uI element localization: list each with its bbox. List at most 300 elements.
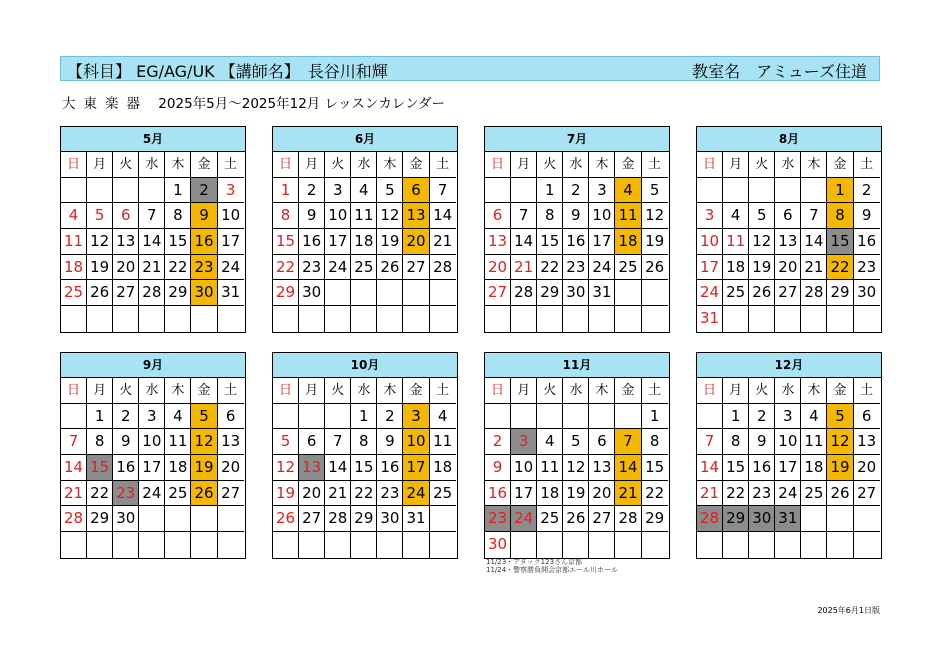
day-cell[interactable]: 13 [589, 455, 615, 481]
empty-cell [299, 306, 325, 332]
day-cell[interactable]: 12 [827, 429, 853, 455]
day-cell[interactable]: 27 [485, 280, 511, 306]
day-cell[interactable]: 8 [87, 429, 113, 455]
day-cell[interactable]: 27 [775, 280, 801, 306]
day-cell[interactable]: 1 [537, 178, 563, 204]
day-cell[interactable]: 27 [218, 481, 244, 507]
day-cell[interactable]: 19 [827, 455, 853, 481]
empty-cell [485, 178, 511, 204]
day-cell[interactable]: 21 [697, 481, 723, 507]
day-cell[interactable]: 8 [273, 203, 299, 229]
day-cell[interactable]: 22 [87, 481, 113, 507]
day-cell[interactable]: 27 [113, 280, 139, 306]
day-cell[interactable]: 29 [642, 506, 668, 532]
day-cell[interactable]: 22 [351, 481, 377, 507]
day-cell[interactable]: 17 [403, 455, 429, 481]
day-cell[interactable]: 2 [377, 404, 403, 430]
month-title: 8月 [697, 127, 881, 152]
day-cell[interactable]: 6 [299, 429, 325, 455]
day-cell[interactable]: 8 [827, 203, 853, 229]
day-cell[interactable]: 23 [377, 481, 403, 507]
day-cell[interactable]: 24 [589, 255, 615, 281]
day-cell[interactable]: 3 [218, 178, 244, 204]
day-cell[interactable]: 22 [642, 481, 668, 507]
day-cell[interactable]: 3 [589, 178, 615, 204]
day-cell[interactable]: 22 [827, 255, 853, 281]
day-cell[interactable]: 4 [351, 178, 377, 204]
day-cell[interactable]: 6 [854, 404, 880, 430]
day-cell[interactable]: 23 [749, 481, 775, 507]
empty-cell [485, 306, 511, 332]
day-cell[interactable]: 20 [113, 255, 139, 281]
day-cell[interactable]: 4 [165, 404, 191, 430]
day-cell[interactable]: 12 [377, 203, 403, 229]
header-bar [60, 56, 880, 81]
day-cell[interactable]: 1 [642, 404, 668, 430]
empty-cell [377, 532, 403, 558]
day-cell[interactable]: 6 [113, 203, 139, 229]
day-cell[interactable]: 27 [854, 481, 880, 507]
day-cell[interactable]: 11 [61, 229, 87, 255]
day-cell[interactable]: 15 [827, 229, 853, 255]
day-cell[interactable]: 29 [827, 280, 853, 306]
day-cell[interactable]: 13 [775, 229, 801, 255]
day-cell[interactable]: 11 [537, 455, 563, 481]
day-cell[interactable]: 30 [854, 280, 880, 306]
empty-cell [642, 532, 668, 558]
day-cell[interactable]: 8 [537, 203, 563, 229]
day-cell[interactable]: 2 [854, 178, 880, 204]
day-cell[interactable]: 12 [749, 229, 775, 255]
weekday-header: 木 [377, 378, 403, 404]
day-cell[interactable]: 5 [87, 203, 113, 229]
day-cell[interactable]: 26 [273, 506, 299, 532]
day-cell[interactable]: 19 [87, 255, 113, 281]
empty-cell [749, 532, 775, 558]
day-cell[interactable]: 23 [113, 481, 139, 507]
day-cell[interactable]: 4 [537, 429, 563, 455]
day-cell[interactable]: 31 [775, 506, 801, 532]
day-cell[interactable]: 21 [511, 255, 537, 281]
day-cell[interactable]: 26 [749, 280, 775, 306]
day-cell[interactable]: 24 [775, 481, 801, 507]
day-cell[interactable]: 15 [351, 455, 377, 481]
day-cell[interactable]: 2 [563, 178, 589, 204]
day-cell[interactable]: 7 [430, 178, 456, 204]
day-cell[interactable]: 13 [403, 203, 429, 229]
day-cell[interactable]: 15 [165, 229, 191, 255]
day-cell[interactable]: 24 [697, 280, 723, 306]
day-cell[interactable]: 21 [430, 229, 456, 255]
day-cell[interactable]: 20 [218, 455, 244, 481]
day-cell[interactable]: 26 [87, 280, 113, 306]
weekday-header: 土 [218, 152, 244, 178]
day-cell[interactable]: 5 [377, 178, 403, 204]
day-cell[interactable]: 15 [537, 229, 563, 255]
day-cell[interactable]: 18 [351, 229, 377, 255]
day-cell[interactable]: 29 [273, 280, 299, 306]
month-days-grid [485, 152, 669, 332]
day-cell[interactable]: 18 [61, 255, 87, 281]
empty-cell [723, 178, 749, 204]
month-title: 7月 [485, 127, 669, 152]
day-cell[interactable]: 25 [615, 255, 641, 281]
note-line: 11/24・警察勝負開会京都エール川ホール [486, 566, 618, 574]
day-cell[interactable]: 25 [430, 481, 456, 507]
day-cell[interactable]: 21 [325, 481, 351, 507]
day-cell[interactable]: 15 [723, 455, 749, 481]
weekday-header: 火 [325, 152, 351, 178]
header-classroom: 教室名 アミューズ住道 [692, 62, 867, 81]
empty-cell [325, 404, 351, 430]
weekday-header: 金 [827, 378, 853, 404]
day-cell[interactable]: 25 [61, 280, 87, 306]
day-cell[interactable]: 11 [615, 203, 641, 229]
weekday-header: 金 [403, 152, 429, 178]
day-cell[interactable]: 8 [642, 429, 668, 455]
day-cell[interactable]: 12 [273, 455, 299, 481]
day-cell[interactable]: 14 [801, 229, 827, 255]
day-cell[interactable]: 28 [697, 506, 723, 532]
day-cell[interactable]: 13 [299, 455, 325, 481]
day-cell[interactable]: 25 [801, 481, 827, 507]
day-cell[interactable]: 18 [615, 229, 641, 255]
day-cell[interactable]: 2 [113, 404, 139, 430]
day-cell[interactable]: 3 [511, 429, 537, 455]
day-cell[interactable]: 16 [191, 229, 217, 255]
day-cell[interactable]: 6 [403, 178, 429, 204]
weekday-header: 日 [697, 152, 723, 178]
day-cell[interactable]: 20 [775, 255, 801, 281]
day-cell[interactable]: 30 [749, 506, 775, 532]
day-cell[interactable]: 15 [87, 455, 113, 481]
empty-cell [563, 532, 589, 558]
day-cell[interactable]: 7 [615, 429, 641, 455]
day-cell[interactable]: 9 [377, 429, 403, 455]
day-cell[interactable]: 7 [801, 203, 827, 229]
day-cell[interactable]: 21 [801, 255, 827, 281]
empty-cell [589, 532, 615, 558]
day-cell[interactable]: 13 [485, 229, 511, 255]
day-cell[interactable]: 29 [165, 280, 191, 306]
empty-cell [191, 506, 217, 532]
day-cell[interactable]: 29 [723, 506, 749, 532]
day-cell[interactable]: 31 [697, 306, 723, 332]
day-cell[interactable]: 18 [723, 255, 749, 281]
day-cell[interactable]: 16 [854, 229, 880, 255]
empty-cell [299, 404, 325, 430]
day-cell[interactable]: 4 [615, 178, 641, 204]
empty-cell [642, 306, 668, 332]
day-cell[interactable]: 16 [485, 481, 511, 507]
day-cell[interactable]: 14 [511, 229, 537, 255]
day-cell[interactable]: 25 [723, 280, 749, 306]
day-cell[interactable]: 16 [113, 455, 139, 481]
day-cell[interactable]: 8 [351, 429, 377, 455]
day-cell[interactable]: 10 [775, 429, 801, 455]
day-cell[interactable]: 24 [325, 255, 351, 281]
day-cell[interactable]: 4 [61, 203, 87, 229]
day-cell[interactable]: 28 [615, 506, 641, 532]
empty-cell [191, 306, 217, 332]
day-cell[interactable]: 10 [403, 429, 429, 455]
day-cell[interactable]: 9 [749, 429, 775, 455]
day-cell[interactable]: 2 [749, 404, 775, 430]
day-cell[interactable]: 5 [642, 178, 668, 204]
empty-cell [191, 532, 217, 558]
day-cell[interactable]: 9 [854, 203, 880, 229]
day-cell[interactable]: 19 [377, 229, 403, 255]
day-cell[interactable]: 5 [191, 404, 217, 430]
empty-cell [165, 506, 191, 532]
day-cell[interactable]: 12 [191, 429, 217, 455]
day-cell[interactable]: 29 [351, 506, 377, 532]
weekday-header: 日 [61, 152, 87, 178]
day-cell[interactable]: 25 [351, 255, 377, 281]
day-cell[interactable]: 10 [218, 203, 244, 229]
month-days-grid [273, 152, 457, 332]
day-cell[interactable]: 10 [589, 203, 615, 229]
empty-cell [139, 506, 165, 532]
day-cell[interactable]: 11 [723, 229, 749, 255]
day-cell[interactable]: 5 [827, 404, 853, 430]
day-cell[interactable]: 28 [61, 506, 87, 532]
month-calendar [272, 352, 458, 559]
day-cell[interactable]: 11 [351, 203, 377, 229]
day-cell[interactable]: 28 [511, 280, 537, 306]
day-cell[interactable]: 19 [191, 455, 217, 481]
day-cell[interactable]: 6 [775, 203, 801, 229]
day-cell[interactable]: 1 [165, 178, 191, 204]
day-cell[interactable]: 1 [273, 178, 299, 204]
day-cell[interactable]: 25 [165, 481, 191, 507]
weekday-header: 土 [430, 152, 456, 178]
day-cell[interactable]: 20 [299, 481, 325, 507]
day-cell[interactable]: 28 [801, 280, 827, 306]
day-cell[interactable]: 20 [403, 229, 429, 255]
day-cell[interactable]: 5 [749, 203, 775, 229]
day-cell[interactable]: 24 [511, 506, 537, 532]
day-cell[interactable]: 6 [589, 429, 615, 455]
empty-cell [511, 306, 537, 332]
day-cell[interactable]: 2 [191, 178, 217, 204]
day-cell[interactable]: 16 [749, 455, 775, 481]
day-cell[interactable]: 3 [697, 203, 723, 229]
day-cell[interactable]: 17 [139, 455, 165, 481]
empty-cell [218, 532, 244, 558]
day-cell[interactable]: 30 [299, 280, 325, 306]
day-cell[interactable]: 7 [139, 203, 165, 229]
weekday-header: 月 [511, 378, 537, 404]
day-cell[interactable]: 17 [775, 455, 801, 481]
day-cell[interactable]: 30 [377, 506, 403, 532]
day-cell[interactable]: 28 [325, 506, 351, 532]
empty-cell [325, 306, 351, 332]
day-cell[interactable]: 23 [854, 255, 880, 281]
day-cell[interactable]: 19 [642, 229, 668, 255]
day-cell[interactable]: 11 [430, 429, 456, 455]
day-cell[interactable]: 18 [165, 455, 191, 481]
day-cell[interactable]: 12 [642, 203, 668, 229]
day-cell[interactable]: 14 [697, 455, 723, 481]
day-cell[interactable]: 1 [723, 404, 749, 430]
day-cell[interactable]: 16 [377, 455, 403, 481]
day-cell[interactable]: 24 [403, 481, 429, 507]
day-cell[interactable]: 27 [403, 255, 429, 281]
day-cell[interactable]: 17 [511, 481, 537, 507]
day-cell[interactable]: 29 [87, 506, 113, 532]
weekday-header: 金 [191, 378, 217, 404]
day-cell[interactable]: 17 [218, 229, 244, 255]
day-cell[interactable]: 1 [87, 404, 113, 430]
day-cell[interactable]: 13 [113, 229, 139, 255]
day-cell[interactable]: 14 [139, 229, 165, 255]
day-cell[interactable]: 23 [563, 255, 589, 281]
day-cell[interactable]: 30 [563, 280, 589, 306]
month-calendar [60, 126, 246, 333]
day-cell[interactable]: 21 [139, 255, 165, 281]
empty-cell [511, 404, 537, 430]
day-cell[interactable]: 8 [165, 203, 191, 229]
day-cell[interactable]: 22 [537, 255, 563, 281]
day-cell[interactable]: 29 [537, 280, 563, 306]
day-cell[interactable]: 19 [273, 481, 299, 507]
day-cell[interactable]: 5 [563, 429, 589, 455]
weekday-header: 火 [113, 378, 139, 404]
day-cell[interactable]: 4 [801, 404, 827, 430]
day-cell[interactable]: 7 [325, 429, 351, 455]
weekday-header: 月 [87, 152, 113, 178]
day-cell[interactable]: 1 [827, 178, 853, 204]
day-cell[interactable]: 19 [749, 255, 775, 281]
day-cell[interactable]: 22 [723, 481, 749, 507]
day-cell[interactable]: 30 [191, 280, 217, 306]
day-cell[interactable]: 2 [485, 429, 511, 455]
day-cell[interactable]: 10 [511, 455, 537, 481]
day-cell[interactable]: 12 [87, 229, 113, 255]
day-cell[interactable]: 22 [273, 255, 299, 281]
day-cell[interactable]: 14 [61, 455, 87, 481]
day-cell[interactable]: 9 [563, 203, 589, 229]
day-cell[interactable]: 15 [273, 229, 299, 255]
day-cell[interactable]: 14 [430, 203, 456, 229]
day-cell[interactable]: 27 [299, 506, 325, 532]
day-cell[interactable]: 20 [485, 255, 511, 281]
day-cell[interactable]: 25 [537, 506, 563, 532]
weekday-header: 月 [87, 378, 113, 404]
day-cell[interactable]: 10 [697, 229, 723, 255]
day-cell[interactable]: 7 [511, 203, 537, 229]
day-cell[interactable]: 18 [537, 481, 563, 507]
day-cell[interactable]: 28 [139, 280, 165, 306]
day-cell[interactable]: 21 [61, 481, 87, 507]
day-cell[interactable]: 18 [430, 455, 456, 481]
month-title: 9月 [61, 353, 245, 378]
day-cell[interactable]: 1 [351, 404, 377, 430]
day-cell[interactable]: 17 [325, 229, 351, 255]
day-cell[interactable]: 4 [723, 203, 749, 229]
day-cell[interactable]: 15 [642, 455, 668, 481]
day-cell[interactable]: 14 [325, 455, 351, 481]
day-cell[interactable]: 7 [697, 429, 723, 455]
day-cell[interactable]: 20 [589, 481, 615, 507]
subtitle [62, 92, 445, 112]
empty-cell [87, 178, 113, 204]
day-cell[interactable]: 4 [430, 404, 456, 430]
day-cell[interactable]: 26 [642, 255, 668, 281]
day-cell[interactable]: 7 [61, 429, 87, 455]
day-cell[interactable]: 22 [165, 255, 191, 281]
day-cell[interactable]: 9 [299, 203, 325, 229]
day-cell[interactable]: 23 [485, 506, 511, 532]
day-cell[interactable]: 17 [589, 229, 615, 255]
day-cell[interactable]: 16 [299, 229, 325, 255]
empty-cell [61, 404, 87, 430]
day-cell[interactable]: 30 [113, 506, 139, 532]
day-cell[interactable]: 24 [139, 481, 165, 507]
day-cell[interactable]: 28 [430, 255, 456, 281]
day-cell[interactable]: 11 [165, 429, 191, 455]
day-cell[interactable]: 17 [697, 255, 723, 281]
month-days-grid [485, 378, 669, 558]
day-cell[interactable]: 18 [801, 455, 827, 481]
day-cell[interactable]: 9 [485, 455, 511, 481]
day-cell[interactable]: 14 [615, 455, 641, 481]
day-cell[interactable]: 21 [615, 481, 641, 507]
empty-cell [403, 280, 429, 306]
day-cell[interactable]: 10 [325, 203, 351, 229]
day-cell[interactable]: 26 [191, 481, 217, 507]
day-cell[interactable]: 11 [801, 429, 827, 455]
day-cell[interactable]: 6 [218, 404, 244, 430]
day-cell[interactable]: 19 [563, 481, 589, 507]
day-cell[interactable]: 10 [139, 429, 165, 455]
day-cell[interactable]: 23 [299, 255, 325, 281]
day-cell[interactable]: 3 [139, 404, 165, 430]
day-cell[interactable]: 3 [325, 178, 351, 204]
day-cell[interactable]: 13 [218, 429, 244, 455]
empty-cell [749, 178, 775, 204]
day-cell[interactable]: 24 [218, 255, 244, 281]
day-cell[interactable]: 16 [563, 229, 589, 255]
empty-cell [775, 178, 801, 204]
day-cell[interactable]: 2 [299, 178, 325, 204]
empty-cell [165, 306, 191, 332]
empty-cell [801, 532, 827, 558]
day-cell[interactable]: 31 [589, 280, 615, 306]
day-cell[interactable]: 5 [273, 429, 299, 455]
day-cell[interactable]: 31 [403, 506, 429, 532]
day-cell[interactable]: 31 [218, 280, 244, 306]
day-cell[interactable]: 26 [563, 506, 589, 532]
weekday-header: 水 [775, 152, 801, 178]
day-cell[interactable]: 13 [854, 429, 880, 455]
day-cell[interactable]: 8 [723, 429, 749, 455]
day-cell[interactable]: 26 [827, 481, 853, 507]
day-cell[interactable]: 3 [403, 404, 429, 430]
day-cell[interactable]: 6 [485, 203, 511, 229]
day-cell[interactable]: 30 [485, 532, 511, 558]
day-cell[interactable]: 27 [589, 506, 615, 532]
day-cell[interactable]: 26 [377, 255, 403, 281]
day-cell[interactable]: 3 [775, 404, 801, 430]
day-cell[interactable]: 20 [854, 455, 880, 481]
day-cell[interactable]: 9 [113, 429, 139, 455]
empty-cell [775, 306, 801, 332]
day-cell[interactable]: 12 [563, 455, 589, 481]
day-cell[interactable]: 9 [191, 203, 217, 229]
day-cell[interactable]: 23 [191, 255, 217, 281]
